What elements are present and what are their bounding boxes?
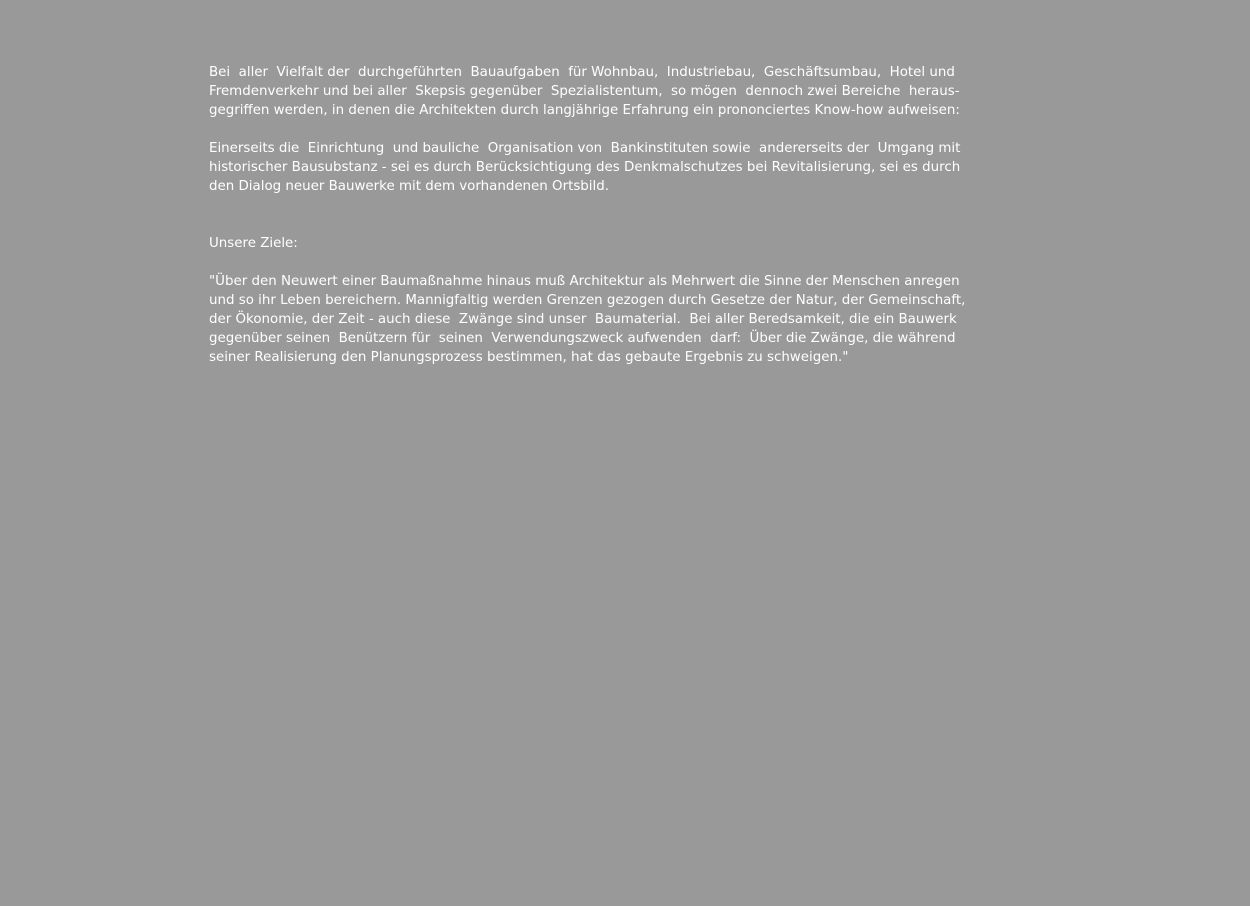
text-line: Einerseits die Einrichtung und bauliche Organisation von Bankinstituten sowie andererseits der Umgang mit bbox=[209, 141, 961, 156]
intro-paragraph bbox=[209, 63, 969, 120]
section-spacer bbox=[209, 196, 969, 234]
text-line: der Ökonomie, der Zeit - auch diese Zwänge sind unser Baumaterial. Bei aller Beredsamkeit, die ein Bauwerk bbox=[209, 312, 957, 327]
goals-heading: Unsere Ziele: bbox=[209, 236, 298, 251]
text-line: historischer Bausubstanz - sei es durch Berücksichtigung des Denkmalschutzes bei Revitalisierung, sei es durch bbox=[209, 160, 961, 175]
text-line: Bei aller Vielfalt der durchgeführten Bauaufgaben für Wohnbau, Industriebau, Geschäftsumbau, Hotel und bbox=[209, 65, 955, 80]
text-line: seiner Realisierung den Planungsprozess bestimmen, hat das gebaute Ergebnis zu schweigen." bbox=[209, 350, 849, 365]
text-line: gegenüber seinen Benützern für seinen Verwendungszweck aufwenden darf: Über die Zwänge, die während bbox=[209, 331, 956, 346]
text-content bbox=[209, 63, 969, 367]
areas-paragraph bbox=[209, 139, 969, 196]
text-line: gegriffen werden, in denen die Architekten durch langjährige Erfahrung ein prononciertes Know-how aufweisen: bbox=[209, 103, 960, 118]
text-line: und so ihr Leben bereichern. Mannigfaltig werden Grenzen gezogen durch Gesetze der Natur, der Gemeinschaft, bbox=[209, 293, 966, 308]
paragraph-spacer bbox=[209, 120, 969, 139]
goals-quote bbox=[209, 272, 969, 367]
text-line: den Dialog neuer Bauwerke mit dem vorhandenen Ortsbild. bbox=[209, 179, 609, 194]
text-line: "Über den Neuwert einer Baumaßnahme hinaus muß Architektur als Mehrwert die Sinne der Menschen anregen bbox=[209, 274, 960, 289]
paragraph-spacer bbox=[209, 253, 969, 272]
text-line: Fremdenverkehr und bei aller Skepsis gegenüber Spezialistentum, so mögen dennoch zwei Bereiche heraus- bbox=[209, 84, 960, 99]
